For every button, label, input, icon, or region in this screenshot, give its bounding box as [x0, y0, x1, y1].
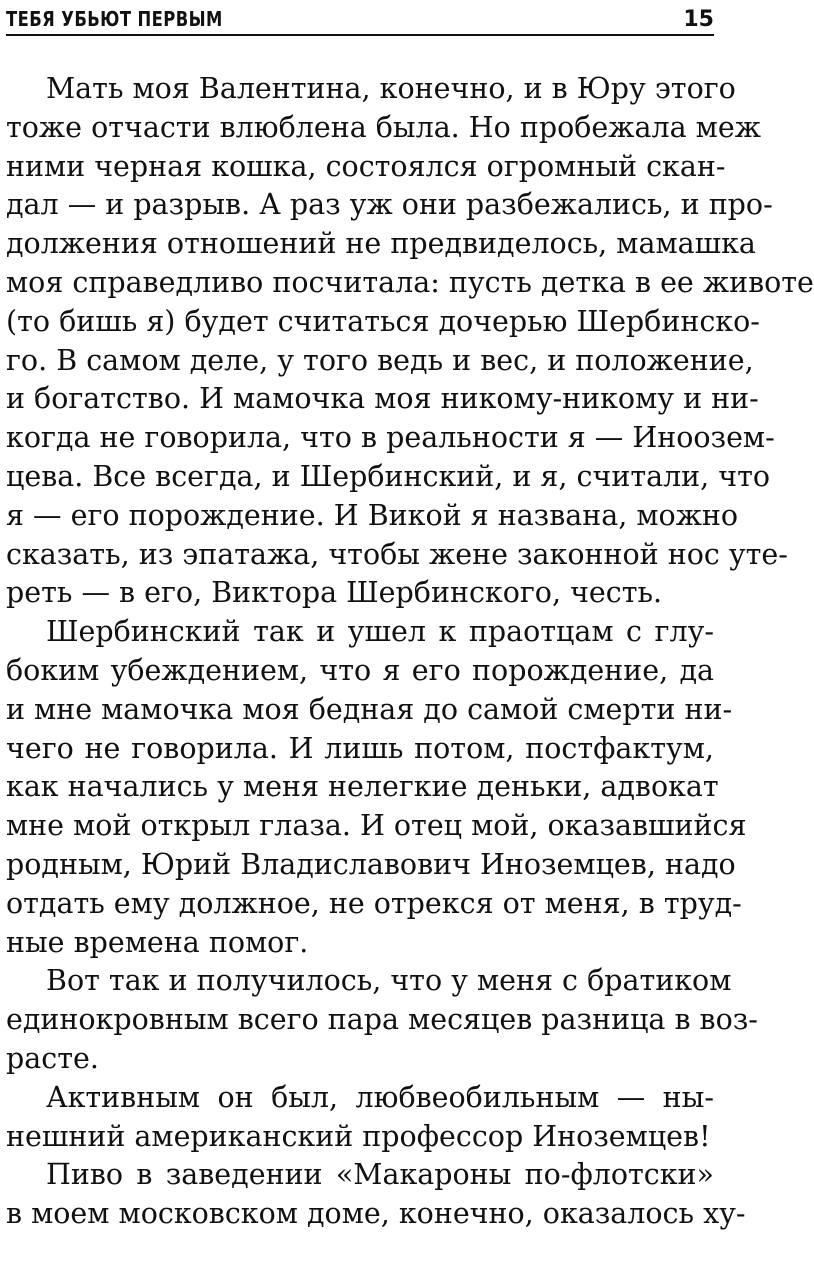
paragraph: [6, 70, 814, 613]
text-line: расте.: [6, 1041, 99, 1075]
text-line: как начались у меня нелегкие деньки, адвокат: [6, 770, 719, 804]
paragraph: [6, 1079, 714, 1157]
text-line: единокровным всего пара месяцев разница в воз-: [6, 1003, 758, 1037]
text-line: когда не говорила, что в реальности я — Иноозем-: [6, 421, 775, 455]
text-line: Активным он был, любвеобильным — ны-: [46, 1080, 714, 1114]
text-line: ними черная кошка, состоялся огромный скан-: [6, 149, 726, 183]
text-line: нешний американский профессор Иноземцев!: [6, 1119, 711, 1153]
paragraph: [6, 962, 758, 1078]
text-line: ные времена помог.: [6, 925, 309, 959]
paragraph: [6, 613, 747, 962]
text-line: родным, Юрий Владиславович Иноземцев, надо: [6, 847, 736, 881]
paragraph: [6, 1156, 746, 1234]
text-line: чего не говорила. И лишь потом, постфактум,: [6, 731, 714, 765]
text-line: отдать ему должное, не отрекся от меня, в труд-: [6, 886, 742, 920]
text-line: Пиво в заведении «Макароны по-флотски»: [46, 1158, 714, 1192]
text-line: реть — в его, Виктора Шербинского, честь.: [6, 576, 663, 610]
text-line: Шербинский так и ушел к праотцам с глу-: [46, 615, 714, 649]
text-line: (то бишь я) будет считаться дочерью Шербинско-: [6, 304, 760, 338]
text-line: тоже отчасти влюблена была. Но пробежала меж: [6, 110, 761, 144]
text-line: го. В самом деле, у того ведь и вес, и положение,: [6, 343, 754, 377]
text-line: Вот так и получилось, что у меня с братиком: [46, 964, 732, 998]
page-header: [6, 4, 714, 36]
text-line: дал — и разрыв. А раз уж они разбежались, и про-: [6, 188, 773, 222]
text-line: моя справедливо посчитала: пусть детка в ее животе: [6, 265, 814, 299]
running-title: ТЕБЯ УБЬЮТ ПЕРВЫМ: [6, 7, 223, 31]
text-line: боким убеждением, что я его порождение, да: [6, 653, 714, 687]
text-line: и богатство. И мамочка моя никому-никому и ни-: [6, 382, 759, 416]
body-text: [6, 70, 814, 1234]
text-line: я — его порождение. И Викой я названа, можно: [6, 498, 739, 532]
text-line: сказать, из эпатажа, чтобы жене законной нос уте-: [6, 537, 788, 571]
text-line: мне мой открыл глаза. И отец мой, оказавшийся: [6, 809, 747, 843]
page-number: 15: [683, 6, 714, 32]
text-line: должения отношений не предвиделось, мамашка: [6, 227, 756, 261]
text-line: в моем московском доме, конечно, оказалось ху-: [6, 1197, 746, 1231]
text-line: цева. Все всегда, и Шербинский, и я, считали, что: [6, 459, 771, 493]
text-line: и мне мамочка моя бедная до самой смерти ни-: [6, 692, 733, 726]
text-line: Мать моя Валентина, конечно, и в Юру этого: [46, 72, 736, 105]
